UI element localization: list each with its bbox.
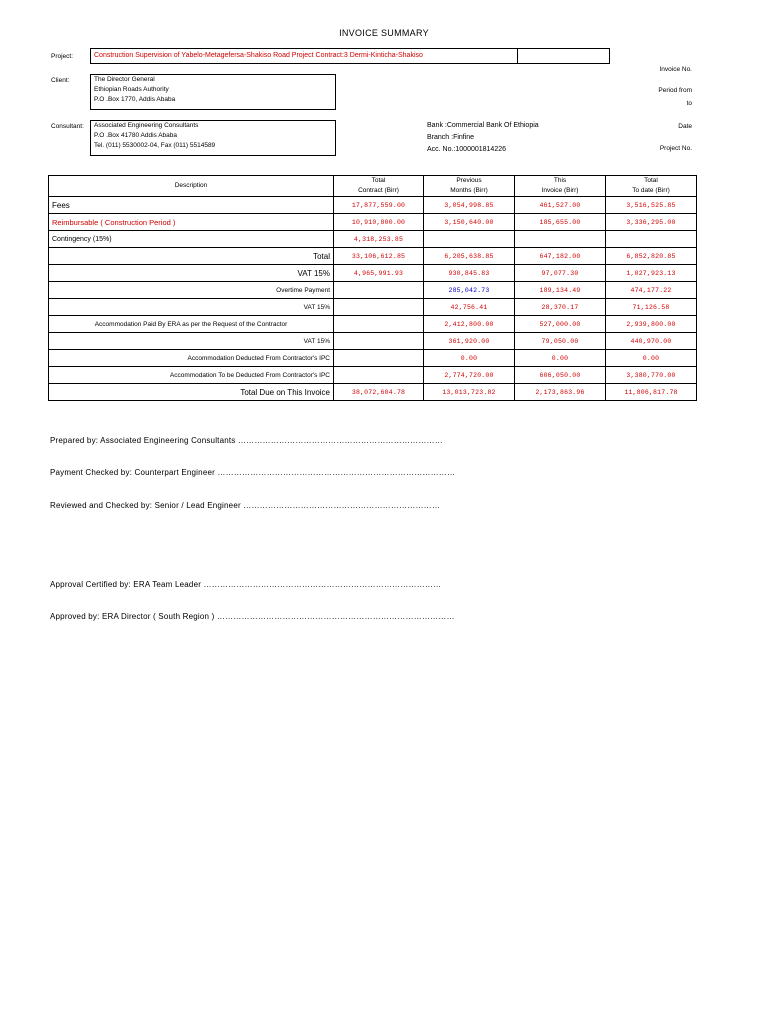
table-row [49, 265, 697, 282]
bank-account: Acc. No.:1000001814226 [427, 146, 507, 153]
table-row [49, 316, 697, 333]
cell-todate: 0.00 [606, 350, 697, 367]
cell-contract [334, 299, 424, 316]
table-row [49, 333, 697, 350]
cell-contract: 38,072,604.78 [334, 384, 424, 401]
project-field [90, 48, 518, 64]
client-label: Client: [51, 77, 70, 84]
bank-name: Bank :Commercial Bank Of Ethiopia [427, 122, 539, 129]
row-desc: Contingency (15%) [49, 231, 334, 248]
cell-this: 461,527.00 [515, 197, 606, 214]
cell-contract [334, 333, 424, 350]
cell-this: 2,173,863.96 [515, 384, 606, 401]
table-header-row [49, 176, 697, 197]
table-row [49, 197, 697, 214]
date-label: Date [678, 123, 692, 130]
header-total-contract: Total Contract (Birr) [334, 176, 424, 197]
table-row [49, 282, 697, 299]
cell-previous: 13,013,723.82 [424, 384, 515, 401]
table-row [49, 350, 697, 367]
cell-contract: 4,965,991.93 [334, 265, 424, 282]
table-row [49, 367, 697, 384]
cell-this: 185,655.00 [515, 214, 606, 231]
signature-payment-checked-by: Payment Checked by: Counterpart Engineer …………………………………………………………………………… [50, 468, 456, 477]
period-to-label: to [686, 100, 692, 107]
cell-previous: 0.00 [424, 350, 515, 367]
cell-this: 28,370.17 [515, 299, 606, 316]
header-previous: Previous Months (Birr) [424, 176, 515, 197]
cell-previous: 6,205,638.85 [424, 248, 515, 265]
cell-this [515, 231, 606, 248]
table-row-total-due [49, 384, 697, 401]
period-from-label: Period from [658, 87, 692, 94]
cell-todate: 1,027,923.13 [606, 265, 697, 282]
cell-todate: 71,126.58 [606, 299, 697, 316]
cell-this: 606,050.00 [515, 367, 606, 384]
cell-previous: 930,845.83 [424, 265, 515, 282]
cell-this: 0.00 [515, 350, 606, 367]
header-total-to-date: Total To date (Birr) [606, 176, 697, 197]
cell-contract: 4,318,253.85 [334, 231, 424, 248]
cell-this: 647,182.00 [515, 248, 606, 265]
project-label: Project: [51, 53, 74, 60]
row-desc: VAT 15% [49, 265, 334, 282]
cell-contract [334, 282, 424, 299]
header-description: Description [49, 176, 334, 197]
table-row [49, 248, 697, 265]
invoice-no-label: Invoice No. [659, 66, 692, 73]
row-desc: VAT 15% [49, 333, 334, 350]
client-line: The Director General [94, 76, 155, 83]
row-desc: Fees [49, 197, 334, 214]
cell-todate: 6,852,820.85 [606, 248, 697, 265]
signature-prepared-by: Prepared by: Associated Engineering Consultants ………………………………………………………………… [50, 436, 443, 445]
cell-this: 79,050.00 [515, 333, 606, 350]
signature-reviewed-by: Reviewed and Checked by: Senior / Lead Engineer ……………………………………………………………… [50, 501, 441, 510]
signature-approved-by: Approved by: ERA Director ( South Region ) …………………………………………………………………………… [50, 612, 455, 621]
cell-todate: 440,970.00 [606, 333, 697, 350]
cell-contract: 10,910,800.00 [334, 214, 424, 231]
client-line: Ethiopian Roads Authority [94, 86, 169, 93]
cell-this: 97,077.30 [515, 265, 606, 282]
row-desc: Total Due on This Invoice [49, 384, 334, 401]
cell-todate: 3,380,770.00 [606, 367, 697, 384]
cell-todate: 2,939,800.00 [606, 316, 697, 333]
cell-previous: 2,412,800.00 [424, 316, 515, 333]
cell-contract: 17,877,559.00 [334, 197, 424, 214]
project-no-label: Project No. [659, 145, 692, 152]
project-value: Construction Supervision of Yabelo-Metagefersa-Shakiso Road Project Contract:3 Dermi-Kinticha-Shakiso [94, 52, 423, 59]
consultant-line: P.O .Box 41780 Addis Ababa [94, 132, 178, 139]
row-desc: Accommodation To be Deducted From Contractor's IPC [49, 367, 334, 384]
cell-contract [334, 367, 424, 384]
cell-todate [606, 231, 697, 248]
table-row [49, 299, 697, 316]
consultant-line: Tel. (011) 5530002-04, Fax (011) 5514589 [94, 142, 216, 149]
cell-previous: 3,150,640.00 [424, 214, 515, 231]
cell-previous: 2,774,720.00 [424, 367, 515, 384]
consultant-box [90, 120, 336, 156]
cell-previous: 361,920.00 [424, 333, 515, 350]
bank-branch: Branch :Finfine [427, 134, 475, 141]
cell-this: 527,000.00 [515, 316, 606, 333]
cell-contract: 33,106,612.85 [334, 248, 424, 265]
project-extra-field [517, 48, 610, 64]
consultant-line: Associated Engineering Consultants [94, 122, 199, 129]
cell-previous: 285,042.73 [424, 282, 515, 299]
cell-this: 189,134.49 [515, 282, 606, 299]
client-line: P.O .Box 1770, Addis Ababa [94, 96, 176, 103]
row-desc: Total [49, 248, 334, 265]
cell-todate: 3,516,525.85 [606, 197, 697, 214]
cell-contract [334, 316, 424, 333]
cell-previous [424, 231, 515, 248]
invoice-table [48, 175, 697, 401]
consultant-label: Consultant: [51, 123, 84, 130]
row-desc: Accommodation Deducted From Contractor's IPC [49, 350, 334, 367]
cell-todate: 11,806,817.78 [606, 384, 697, 401]
row-desc: Reimbursable ( Construction Period ) [49, 214, 334, 231]
cell-contract [334, 350, 424, 367]
cell-previous: 3,054,998.85 [424, 197, 515, 214]
table-row [49, 231, 697, 248]
bank-details [427, 120, 539, 156]
client-box [90, 74, 336, 110]
cell-todate: 474,177.22 [606, 282, 697, 299]
page-title: INVOICE SUMMARY [339, 28, 429, 38]
cell-todate: 3,336,295.00 [606, 214, 697, 231]
header-this-invoice: This Invoice (Birr) [515, 176, 606, 197]
row-desc: VAT 15% [49, 299, 334, 316]
table-row [49, 214, 697, 231]
row-desc: Overtime Payment [49, 282, 334, 299]
cell-previous: 42,756.41 [424, 299, 515, 316]
row-desc: Accommodation Paid By ERA as per the Request of the Contractor [49, 316, 334, 333]
signature-approval-certified-by: Approval Certified by: ERA Team Leader …………………………………………………………………………… [50, 580, 442, 589]
